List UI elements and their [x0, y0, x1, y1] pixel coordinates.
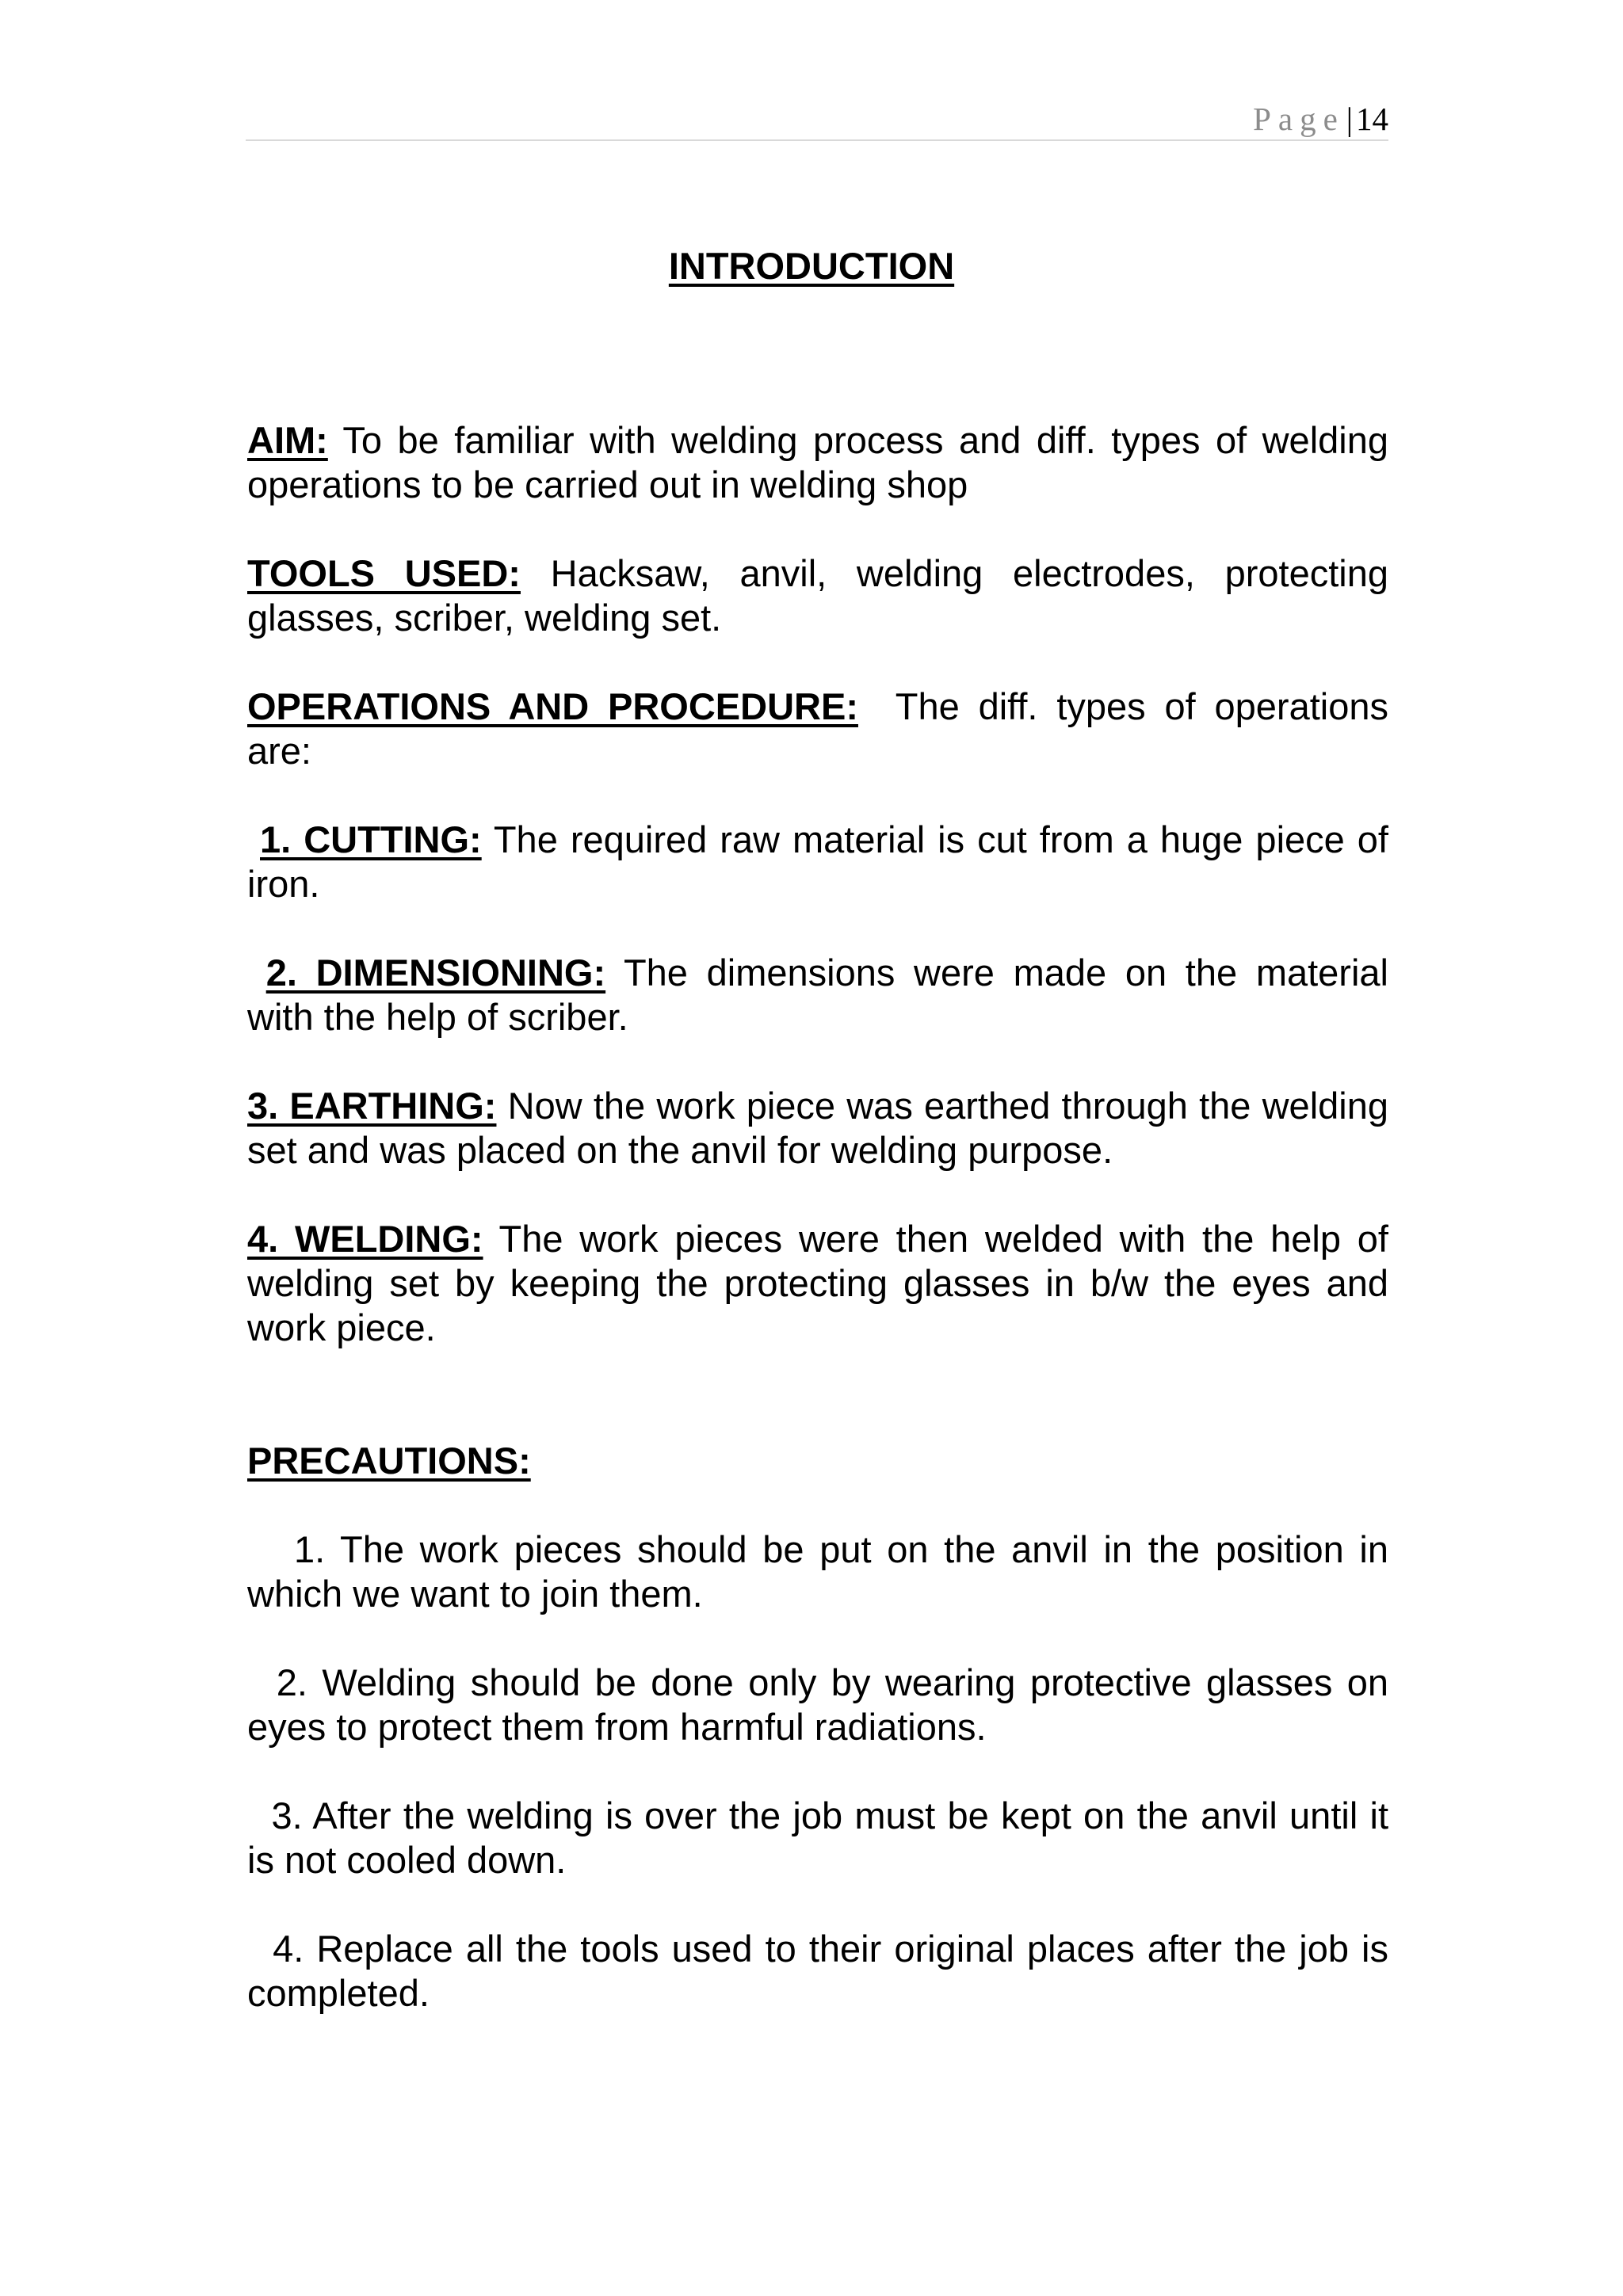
- step-earthing: [247, 1084, 1388, 1173]
- page-header: [246, 98, 1388, 141]
- step-cutting: [247, 818, 1388, 906]
- operations-text: The diff. types of operations are:: [247, 685, 1400, 772]
- step-label: 4. WELDING:: [247, 1218, 483, 1260]
- tools-text: Hacksaw, anvil, welding electrodes, protecting glasses, scriber, welding set.: [247, 552, 1388, 639]
- aim-paragraph: [247, 418, 1388, 507]
- step-welding: [247, 1217, 1388, 1350]
- step-text: The dimensions were made on the material with the help of scriber.: [247, 952, 1388, 1038]
- precautions-heading: [247, 1439, 1388, 1483]
- page-label: Page: [1253, 101, 1345, 137]
- operations-label: OPERATIONS AND PROCEDURE:: [247, 685, 858, 727]
- tools-paragraph: [247, 551, 1388, 640]
- step-label: 3. EARTHING:: [247, 1085, 497, 1127]
- precaution-item: 4. Replace all the tools used to their original places after the job is completed.: [247, 1928, 1400, 2014]
- page-number: 14: [1356, 101, 1388, 137]
- step-text: The work pieces were then welded with the help of welding set by keeping the protecting glasses in b/w the eyes and work piece.: [247, 1218, 1388, 1348]
- step-text: Now the work piece was earthed through the welding set and was placed on the anvil for welding purpose.: [247, 1085, 1388, 1171]
- tools-label: TOOLS USED:: [247, 552, 521, 594]
- step-text: The required raw material is cut from a huge piece of iron.: [247, 818, 1388, 905]
- aim-text: To be familiar with welding process and diff. types of welding operations to be carried out in welding shop: [247, 419, 1388, 505]
- operations-paragraph: [247, 685, 1400, 773]
- precaution-item: 3. After the welding is over the job must be kept on the anvil until it is not cooled down.: [247, 1794, 1400, 1881]
- precaution-item: 2. Welding should be done only by wearing protective glasses on eyes to protect them from harmful radiations.: [247, 1661, 1400, 1748]
- step-indent: [247, 818, 260, 860]
- document-title: INTRODUCTION: [668, 245, 955, 287]
- page-separator: |: [1346, 101, 1353, 137]
- step-label: 2. DIMENSIONING:: [265, 952, 606, 994]
- precaution-item: 1. The work pieces should be put on the anvil in the position in which we want to join them.: [247, 1528, 1400, 1615]
- step-indent: [247, 952, 266, 994]
- step-label: 1. CUTTING:: [260, 818, 482, 860]
- aim-label: AIM:: [247, 419, 328, 461]
- step-dimensioning: [247, 951, 1388, 1039]
- precautions-label: PRECAUTIONS:: [247, 1440, 531, 1482]
